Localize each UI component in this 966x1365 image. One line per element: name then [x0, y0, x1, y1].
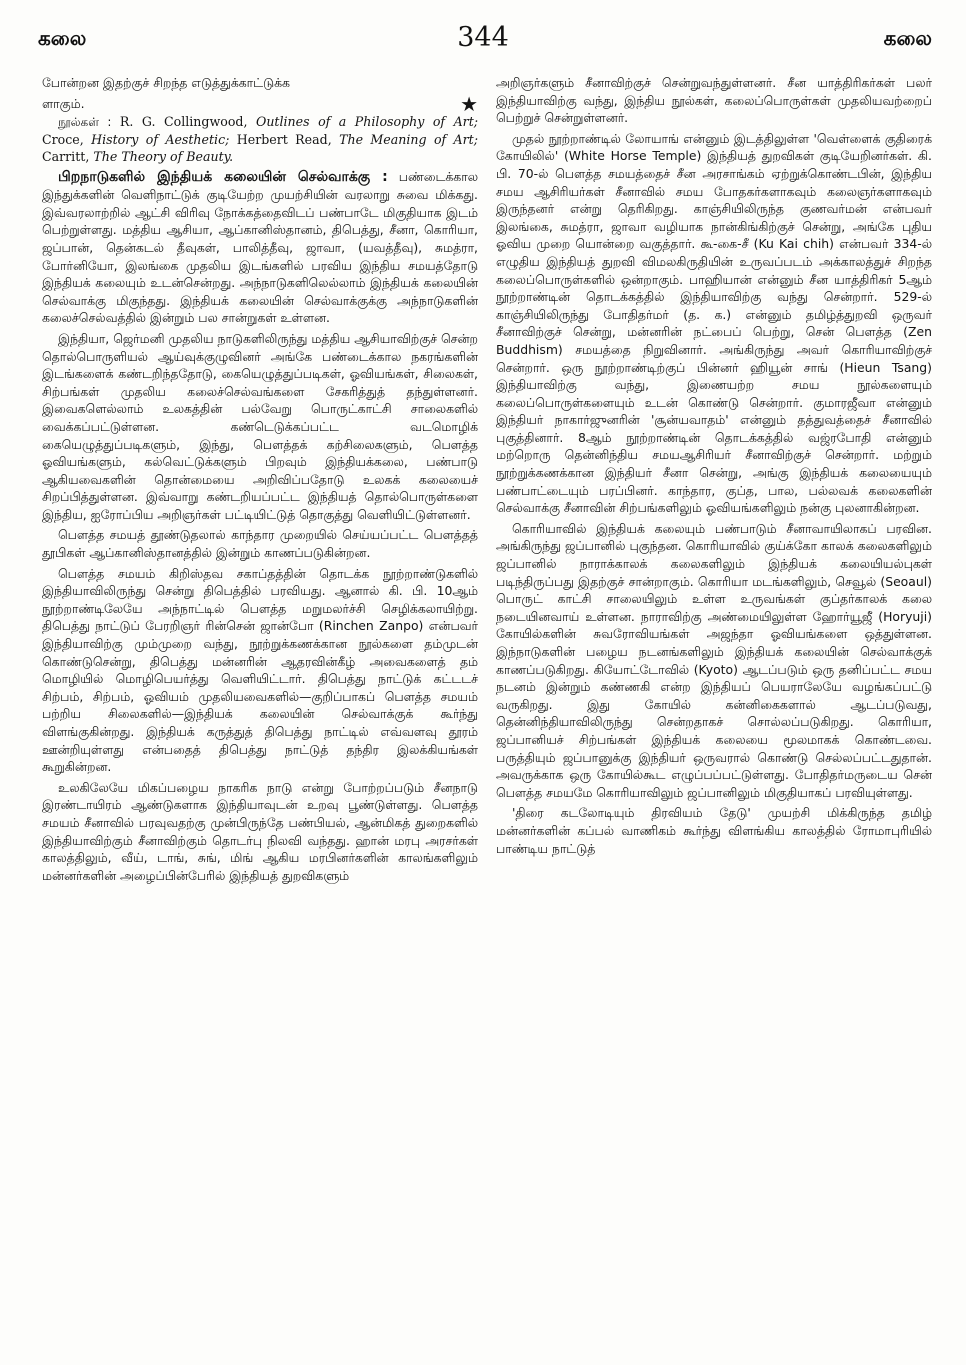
paragraph: அறிஞர்களும் சீனாவிற்குச் சென்றுவந்துள்ளனர். சீன யாத்திரிகர்கள் பலர் இந்தியாவிற்கு வந்து, இந்திய நூல்கள், கலைப்பொருள்கள் முதலியவற்றைப் பெற்றுச் சென்றுள்ளனர். — [496, 75, 932, 126]
reference-title: The Meaning of Art; — [339, 131, 478, 147]
reference-author: Herbert Read, — [236, 131, 332, 147]
article-end-star-icon: ★ — [460, 91, 478, 116]
references-label: நூல்கள் : — [58, 114, 112, 129]
references — [42, 113, 478, 165]
reference-title: The Theory of Beauty. — [93, 148, 234, 164]
reference-author: Croce, — [42, 131, 84, 147]
paragraph: பௌத்த சமயம் கிறிஸ்தவ சகாப்தத்தின் தொடக்க நூற்றாண்டுகளில் இந்தியாவிலிருந்து சென்று திபெத்தில் பரவியது. ஆனால் கி. பி. 10ஆம் நூற்றாண்டிலேயே அந்நாட்டில் பௌத்த மறுமலர்ச்சி செழிக்கலாயிற்று. திபெத்து நாட்டுப் பேரறிஞர் ரின்சென் ஜான்போ (Rinchen Zanpo) என்பவர் இந்தியாவிற்கு மும்முறை வந்து, நூற்றுக்கணக்கான நூல்களை தம்முடன் கொண்டுசென்று, திபெத்து மன்னரின் ஆதரவின்கீழ் அவைகளைத் தம் மொழியில் மொழிபெயர்த்து வெளியிட்டார். திபெத்து நாட்டுக் கட்டடச் சிற்பம், சிற்பம், ஓவியம் முதலியவைகளில்—குறிப்பாகப் பௌத்த சமயம் பற்றிய சிலைகளில்—இந்தியக் கலையின் செல்வாக்குக் கூர்ந்து விளங்குகின்றது. இந்தியக் கருத்துத் திபெத்து நாட்டில் எவ்வளவு தூரம் ஊன்றியுள்ளது என்பதைத் திபெத்து நாட்டுத் தந்திர இலக்கியங்கள் கூறுகின்றன. — [42, 565, 478, 775]
running-header-right: கலை — [883, 26, 932, 50]
opening-line: போன்றன இதற்குச் சிறந்த எடுத்துக்காட்டுக்க — [42, 75, 290, 90]
left-column — [42, 74, 478, 1354]
paragraph: உலகிலேயே மிகப்பழைய நாகரிக நாடு என்று போற்றப்படும் சீனநாடு இரண்டாயிரம் ஆண்டுகளாக இந்தியாவுடன் உறவு பூண்டுள்ளது. பௌத்த சமயம் சீனாவில் பரவுவதற்கு முன்பிருந்தே பண்பியல், ஆன்மிகத் துறைகளில் இந்தியாவிற்கும் சீனாவிற்கும் தொடர்பு நிலவி வந்தது. ஹான் மரபு அரசர்கள் காலத்திலும், வீய், டாங், சுங், மிங் ஆகிய மரபினர்களின் காலங்களிலும் மன்னர்களின் அழைப்பின்பேரில் இந்தியத் துறவிகளும் — [42, 779, 478, 883]
running-header-left: கலை — [38, 26, 87, 50]
paragraph: பௌத்த சமயத் தூண்டுதலால் காந்தார முறையில் செய்யப்பட்ட பௌத்தத் தூபிகள் ஆப்கானிஸ்தானத்தில் இன்றும் காணப்படுகின்றன. — [42, 527, 478, 561]
section-paragraph — [42, 168, 478, 327]
reference-author: Carritt, — [42, 148, 90, 164]
page-number: 344 — [457, 22, 509, 53]
reference-title: History of Aesthetic; — [91, 131, 230, 147]
opening-end-text: ளாகும். — [42, 96, 85, 111]
paragraph: 'திரை கடலோடியும் திரவியம் தேடு' முயற்சி மிக்கிருந்த தமிழ் மன்னர்களின் கப்பல் வாணிகம் கூர்ந்து விளங்கிய காலத்தில் ரோமாபுரியில் பாண்டிய நாட்டுத் — [496, 805, 932, 856]
section-title: பிறநாடுகளில் இந்தியக் கலையின் செல்வாக்கு : — [58, 168, 388, 185]
paragraph: முதல் நூற்றாண்டில் லோயாங் என்னும் இடத்திலுள்ள 'வெள்ளைக் குதிரைக் கோயிலில்' (White Horse Temple) இந்தியத் துறவிகள் குடியேறினர்கள். கி. பி. 70-ல் பௌத்த சமயத்தைச் சீன அரசாங்கம் ஏற்றுக்கொண்டபின், இந்திய சமய ஆசிரியர்கள் சீனாவில் சமய போதகர்களாகவும் கலைஞர்களாகவும் இருந்தனர் என்று தெரிகிறது. காஞ்சியிலிருந்த குணவர்மன் என்பவர் இலங்கை, சுமத்ரா, ஜாவா வழியாக நான்கிங்கிற்குச் சென்று, அங்கே புதிய ஓவிய முறை யொன்றை வகுத்தார். கூ-கை-சீ (Ku Kai chih) என்பவர் 334-ல் எழுதிய இந்தியத் துறவி விமலகிருதியின் உருவப்படம் அக்காலத்துச் சிறந்த கலைப்பொருள்களில் ஒன்றாகும். பாஹியான் என்னும் சீன யாத்திரிகர் 5ஆம் நூற்றாண்டின் தொடக்கத்தில் இந்தியாவிற்கு வந்து சென்றார். 529-ல் காஞ்சியிலிருந்து போதிதர்மர் (த. க.) என்னும் தமிழ்த்துறவி ஒருவர் சீனாவிற்குச் சென்று, மன்னரின் நட்பைப் பெற்று, சென் பௌத்த (Zen Buddhism) சமயத்தை நிறுவினார். அங்கிருந்து அவர் கொரியாவிற்குச் சென்றார். ஒரு நூற்றாண்டிற்குப் பின்னர் ஹியூன் சாங் (Hieun Tsang) இந்தியாவிற்கு வந்து, இணையற்ற சமய நூல்களையும் கலைப்பொருள்களையும் உடன் கொண்டு சென்றார். குமாரஜீவா என்னும் இந்தியர் நாகார்ஜுனரின் 'சூன்யவாதம்' என்னும் தத்துவத்தைச் சீனாவில் புகுத்தினார். 8ஆம் நூற்றாண்டின் தொடக்கத்தில் வஜ்ரபோதி என்னும் மற்றொரு தென்னிந்திய சமயஆசிரியர் சீனாவிற்குச் சென்றார். மற்றும் நூற்றுக்கணக்கான இந்தியர் சீனா சென்று, அங்கு இந்தியக் கலையையும் பண்பாட்டையும் பரப்பினர். காந்தார, குப்த, பால, பல்லவக் கலைகளின் செல்வாக்கு சீனாவின் சிற்பங்களிலும் ஓவியங்களிலும் நன்கு புலனாகின்றன. — [496, 130, 932, 516]
paragraph: கொரியாவில் இந்தியக் கலையும் பண்பாடும் சீனாவாயிலாகப் பரவின. அங்கிருந்து ஜப்பானில் புகுந்தன. கொரியாவில் குய்க்கோ காலக் கலைகளிலும் ஜப்பானில் நாராக்காலக் கலைகளிலும் இந்தியக் கலையியல்புகள் படிந்திருப்பது இதற்குச் சான்றாகும். கொரியா மடங்களிலும், செவூல் (Seoaul) பொருட் காட்சி சாலையிலும் உள்ள உருவங்கள் குப்தர்காலக் கலை நடையினவாய் உள்ளன. நாராவிற்கு அண்மையிலுள்ள ஹோர்யூஜீ (Horyuji) கோயில்களின் சுவரோவியங்கள் அஜந்தா ஓவியங்களை ஒத்துள்ளன. இந்நாடுகளின் பழைய நடனங்களிலும் இந்தியக் கலையின் செல்வாக்குக் காணப்படுகிறது. கியோட்டோவில் (Kyoto) ஆடப்படும் ஒரு தனிப்பட்ட சமய நடனம் இன்றும் கண்ணகி என்ற இந்தியப் பெயராலேயே வழங்கப்பட்டு வருகிறது. இது கோயில் கன்னிகைகளால் ஆடப்படுவது, தென்னிந்தியாவிலிருந்து சென்றதாகச் சொல்லப்படுகிறது. கொரியா, ஜப்பானியச் சிற்பங்கள் இந்தியக் கலையை மூலமாகக் கொண்டவை. பருத்தியும் ஜப்பானுக்கு இந்தியர் ஒருவரால் கொண்டு செல்லப்பட்டதுதான். அவருக்காக ஒரு கோயில்கூட எழுப்பப்பட்டுள்ளது. போதிதர்மருடைய சென் பௌத்த சமயமே கொரியாவிலும் ஜப்பானிலும் மிகுதியாகப் பரவியுள்ளது. — [496, 520, 932, 800]
paragraph: இந்தியா, ஜெர்மனி முதலிய நாடுகளிலிருந்து மத்திய ஆசியாவிற்குச் சென்ற தொல்பொருளியல் ஆய்வுக்குழுவினர் அங்கே பண்டைக்கால நகரங்களின் இடங்களைக் கண்டறிந்ததோடு, கையெழுத்துப்படிகள், ஓவியங்கள், சிலைகள், சிற்பங்கள் முதலிய கலைச்செல்வங்களை சேகரித்துத் தந்துள்ளனர். இவைகளெல்லாம் உலகத்தின் பல்வேறு பொருட்காட்சி சாலைகளில் வைக்கப்பட்டுள்ளன. கண்டெடுக்கப்பட்ட வடமொழிக் கையெழுத்துப்படிகளும், இந்து, பௌத்தக் கற்சிலைகளும், பௌத்த ஓவியங்களும், கல்வெட்டுக்களும் பிறவும் இந்தியக்கலை, பண்பாடு ஆகியவைகளின் தொன்மையை அறிவிப்பதோடு உலகக் கலையைச் சிறப்பித்துள்ளன. இவ்வாறு கண்டறியப்பட்ட இந்தியத் தொல்பொருள்களை இந்திய, ஐரோப்பிய அறிஞர்கள் பட்டியிட்டுத் தொகுத்து வெளியிட்டுள்ளனர். — [42, 330, 478, 522]
reference-title: Outlines of a Philosophy of Art; — [256, 113, 478, 129]
reference-author: R. G. Collingwood, — [119, 113, 248, 129]
right-column — [496, 74, 932, 1354]
opening-end-line — [42, 91, 478, 116]
paragraph-text: பண்டைக்கால இந்துக்களின் வெளிநாட்டுக் குடியேற்ற முயற்சியின் வரலாறு சுவை மிக்கது. இவ்வரலாற்றில் ஆட்சி விரிவு நோக்கத்தைவிடப் பண்பாடே மிகுதியாக இடம் பெற்றுள்ளது. மத்திய ஆசியா, ஆப்கானிஸ்தானம், திபெத்து, சீனா, கொரியா, ஜப்பான், தென்கடல் தீவுகள், பாலித்தீவு, ஜாவா, (யவத்தீவு), சுமத்ரா, போர்னியோ, இலங்கை முதலிய இடங்களில் பரவிய இந்திய சமயத்தோடு இந்தியக் கலையும் உடன்சென்றது. அந்நாடுகளிலெல்லாம் இந்தியக் கலையின் செல்வாக்கு மிகுந்தது. இந்தியக் கலையின் செல்வாக்குக்கு அந்நாடுகளின் கலைச்செல்வத்தில் இன்றும் பல சான்றுகள் உள்ளன. — [42, 168, 478, 326]
